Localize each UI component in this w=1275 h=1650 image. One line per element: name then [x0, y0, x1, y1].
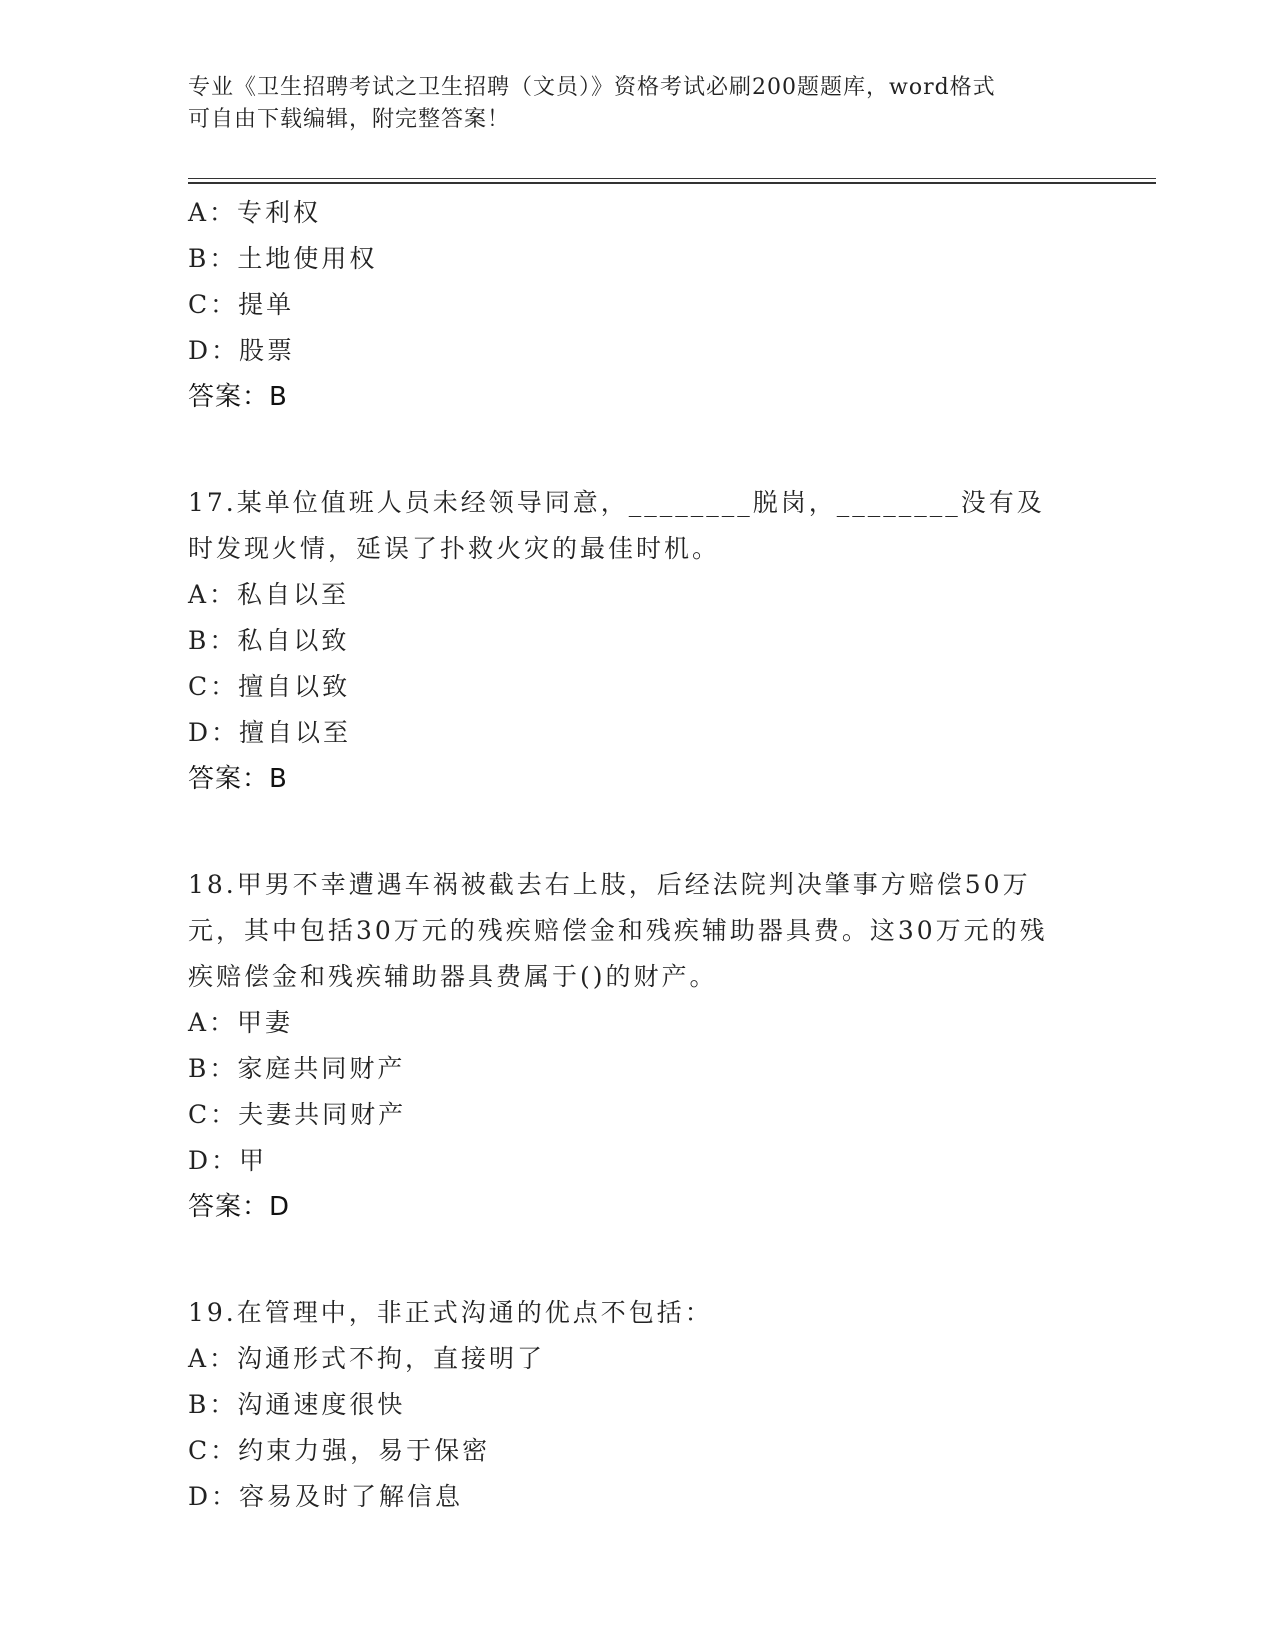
question-stem: 18.甲男不幸遭遇车祸被截去右上肢，后经法院判决肇事方赔偿50万元，其中包括30万元的残疾赔偿金和残疾辅助器具费。这30万元的残疾赔偿金和残疾辅助器具费属于()的财产。 — [188, 870, 1048, 991]
question-list — [188, 190, 1088, 1520]
spacer — [188, 1230, 1088, 1290]
header-rule-thin — [188, 178, 1156, 179]
answer: 答案：B — [188, 382, 288, 412]
option-d: D：甲 — [188, 1146, 268, 1175]
option-c: C：擅自以致 — [188, 672, 351, 701]
option-d: D：擅自以至 — [188, 718, 352, 747]
header-rule-thick — [188, 182, 1156, 184]
option-d: D：股票 — [188, 336, 296, 365]
option-b: B：沟通速度很快 — [188, 1390, 406, 1419]
spacer — [188, 802, 1088, 862]
question-stem: 17.某单位值班人员未经领导同意，________脱岗，________没有及时发现火情，延误了扑救火灾的最佳时机。 — [188, 488, 1045, 563]
option-d: D：容易及时了解信息 — [188, 1482, 464, 1511]
option-b: B：土地使用权 — [188, 244, 378, 273]
header-line-2: 可自由下载编辑，附完整答案！ — [188, 107, 511, 132]
answer: 答案：B — [188, 764, 288, 794]
question-18 — [188, 862, 1088, 1230]
option-b: B：家庭共同财产 — [188, 1054, 406, 1083]
option-b: B：私自以致 — [188, 626, 350, 655]
option-c: C：提单 — [188, 290, 295, 319]
option-a: A：专利权 — [188, 198, 322, 227]
option-a: A：甲妻 — [188, 1008, 294, 1037]
question-stem: 19.在管理中，非正式沟通的优点不包括： — [188, 1298, 713, 1327]
document-header — [188, 72, 1068, 136]
question-16 — [188, 190, 1088, 420]
spacer — [188, 420, 1088, 480]
option-c: C：约束力强，易于保密 — [188, 1436, 491, 1465]
question-17 — [188, 480, 1088, 802]
answer: 答案：D — [188, 1192, 291, 1222]
option-a: A：沟通形式不拘，直接明了 — [188, 1344, 546, 1373]
option-a: A：私自以至 — [188, 580, 350, 609]
question-19 — [188, 1290, 1088, 1520]
header-line-1: 专业《卫生招聘考试之卫生招聘（文员）》资格考试必刷200题题库，word格式 — [188, 75, 996, 100]
option-c: C：夫妻共同财产 — [188, 1100, 407, 1129]
